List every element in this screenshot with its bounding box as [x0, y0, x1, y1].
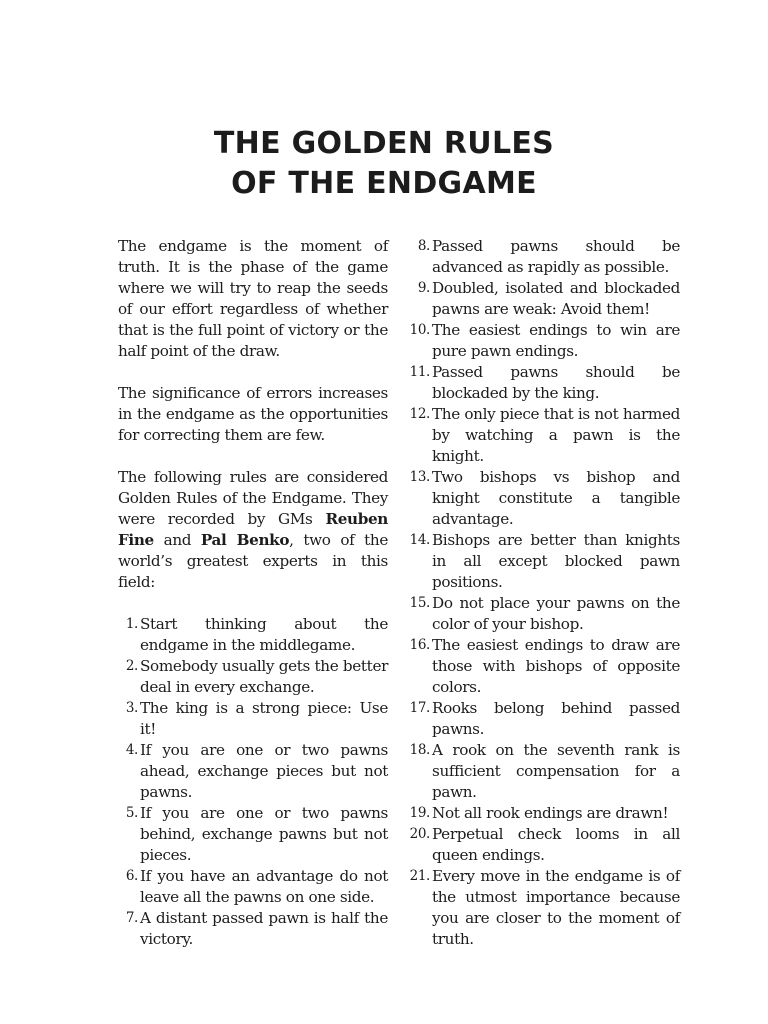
rule-item: [406, 593, 680, 635]
title-line-1: THE GOLDEN RULES: [213, 126, 555, 161]
rule-number: 10.: [409, 322, 430, 338]
rule-number: 19.: [409, 805, 430, 821]
rule-text: A distant passed pawn is half the victory.: [140, 909, 388, 948]
rule-text: The easiest endings to win are pure pawn endings.: [432, 321, 680, 360]
rule-number: 5.: [125, 805, 138, 821]
rule-item: [406, 866, 680, 950]
author-pal-benko: Pal Benko: [200, 531, 290, 549]
rule-number: 17.: [409, 700, 430, 716]
rule-number: 11.: [409, 364, 430, 380]
rule-item: [118, 698, 388, 740]
rule-item: [118, 803, 388, 866]
rule-number: 12.: [409, 406, 430, 422]
rule-number: 20.: [409, 826, 430, 842]
rule-number: 18.: [409, 742, 430, 758]
page-title: [0, 124, 768, 204]
rule-text: Doubled, isolated and blockaded pawns are weak: Avoid them!: [432, 279, 680, 318]
rule-item: [406, 698, 680, 740]
rule-number: 4.: [125, 742, 138, 758]
intro-paragraph-2: The significance of errors increases in the endgame as the opportunities for correcting them are few.: [118, 384, 388, 444]
rule-item: [118, 866, 388, 908]
rule-item: [406, 824, 680, 866]
rule-item: [406, 404, 680, 467]
rule-item: [406, 635, 680, 698]
rule-item: [406, 236, 680, 278]
rule-item: [118, 908, 388, 950]
rule-text: The king is a strong piece: Use it!: [140, 699, 388, 738]
rule-item: [406, 740, 680, 803]
rule-number: 15.: [409, 595, 430, 611]
rule-number: 9.: [417, 280, 430, 296]
rule-text: Two bishops vs bishop and knight constitute a tangible advantage.: [432, 468, 680, 528]
rule-text: The only piece that is not harmed by watching a pawn is the knight.: [432, 405, 680, 465]
rule-text: If you are one or two pawns ahead, exchange pieces but not pawns.: [140, 741, 388, 801]
rule-number: 8.: [417, 238, 430, 254]
rule-text: Rooks belong behind passed pawns.: [432, 699, 680, 738]
title-line-2: OF THE ENDGAME: [231, 166, 537, 201]
rule-text: Passed pawns should be advanced as rapidly as possible.: [432, 237, 680, 276]
rule-text: Start thinking about the endgame in the middlegame.: [140, 615, 388, 654]
rule-item: [406, 803, 680, 824]
rule-item: [118, 614, 388, 656]
rule-number: 1.: [125, 616, 138, 632]
rule-number: 21.: [409, 868, 430, 884]
rule-number: 2.: [125, 658, 138, 674]
right-column: [406, 236, 680, 950]
rule-text: If you have an advantage do not leave all the pawns on one side.: [140, 867, 388, 906]
rule-number: 16.: [409, 637, 430, 653]
rule-text: The easiest endings to draw are those with bishops of opposite colors.: [432, 636, 680, 696]
rule-item: [406, 467, 680, 530]
rules-list-left: [118, 614, 388, 950]
rule-text: Do not place your pawns on the color of your bishop.: [432, 594, 680, 633]
rule-number: 3.: [125, 700, 138, 716]
rule-item: [118, 740, 388, 803]
rule-text: Passed pawns should be blockaded by the king.: [432, 363, 680, 402]
intro-paragraph-3-start: The following rules are considered Golden Rules of the Endgame. They were recorded by GMs: [118, 468, 388, 528]
rule-number: 6.: [125, 868, 138, 884]
intro-paragraph-1: The endgame is the moment of truth. It is the phase of the game where we will try to reap the seeds of our effort regardless of whether that is the full point of victory or the half point of the draw.: [118, 237, 388, 360]
rule-text: Every move in the endgame is of the utmost importance because you are closer to the moment of truth.: [432, 867, 680, 948]
rule-text: A rook on the seventh rank is sufficient compensation for a pawn.: [432, 741, 680, 801]
author-reuben-fine: Reuben Fine: [118, 510, 388, 549]
rule-text: Perpetual check looms in all queen endings.: [432, 825, 680, 864]
rule-number: 13.: [409, 469, 430, 485]
rule-item: [406, 362, 680, 404]
rule-text: Somebody usually gets the better deal in every exchange.: [140, 657, 388, 696]
rule-item: [406, 530, 680, 593]
rules-list-right: [406, 236, 680, 950]
rule-number: 14.: [409, 532, 430, 548]
intro-paragraph-3-end: , two of the world’s greatest experts in this field:: [118, 531, 388, 591]
rule-item: [118, 656, 388, 698]
left-column: [118, 236, 388, 950]
rule-text: Not all rook endings are drawn!: [432, 804, 669, 822]
rule-text: If you are one or two pawns behind, exchange pawns but not pieces.: [140, 804, 388, 864]
rule-text: Bishops are better than knights in all except blocked pawn positions.: [432, 531, 680, 591]
rule-item: [406, 278, 680, 320]
rule-item: [406, 320, 680, 362]
intro-paragraph-3: [118, 467, 388, 593]
rule-number: 7.: [125, 910, 138, 926]
intro-paragraph-3-middle: and: [153, 531, 201, 549]
